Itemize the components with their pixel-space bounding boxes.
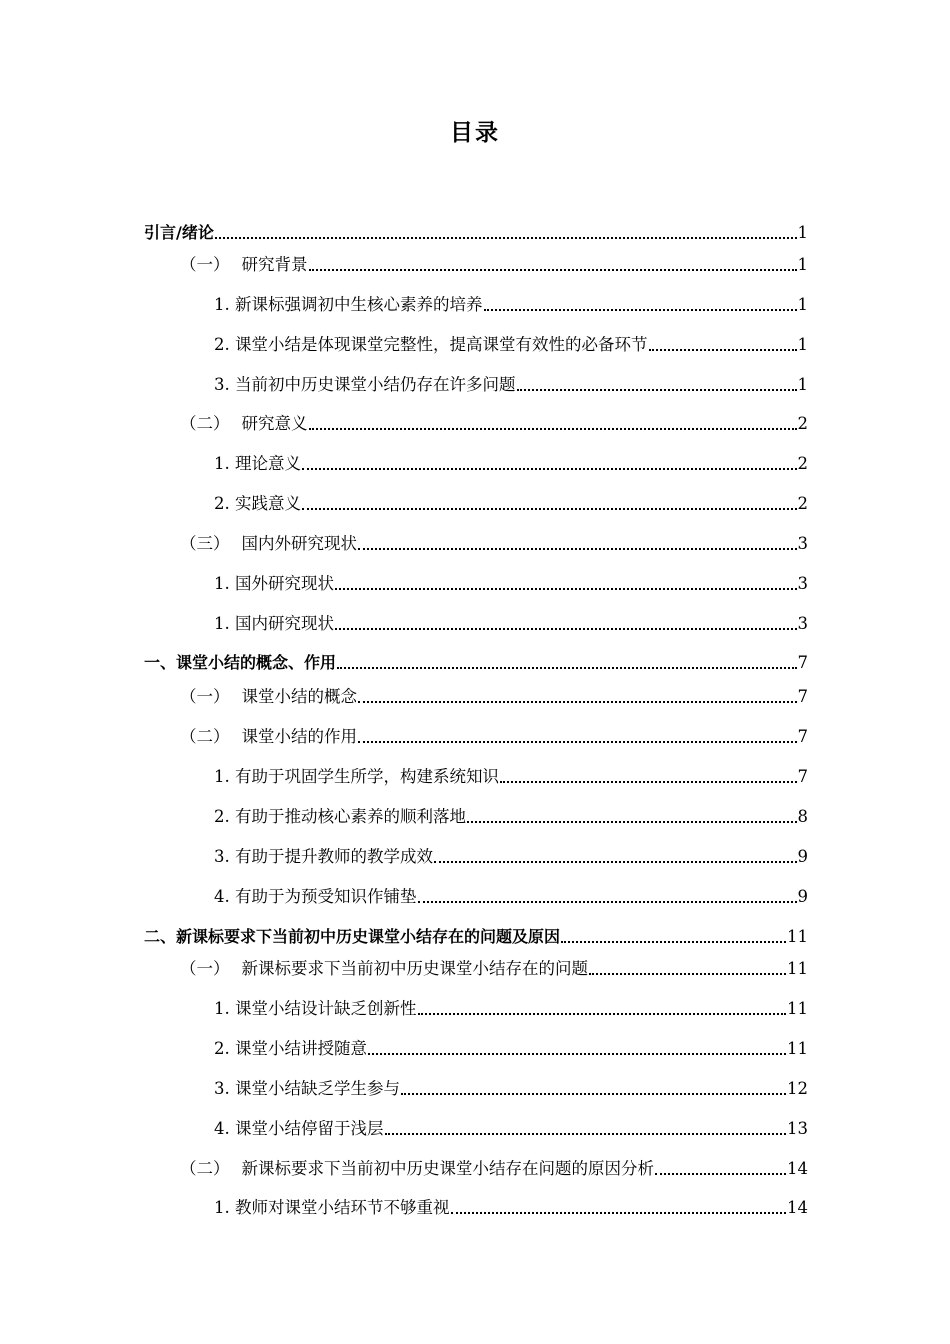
toc-entry-title: （二） 研究意义 bbox=[180, 414, 308, 433]
toc-entry-title: （二） 新课标要求下当前初中历史课堂小结存在问题的原因分析 bbox=[180, 1159, 654, 1178]
toc-entry[interactable] bbox=[144, 222, 808, 244]
toc-entry-title: 4. 有助于为预受知识作铺垫 bbox=[214, 887, 417, 906]
toc-page-number: 11 bbox=[787, 1039, 808, 1058]
toc-entry-number: （二） bbox=[180, 727, 230, 746]
dot-leader bbox=[335, 628, 797, 630]
dot-leader bbox=[451, 1212, 787, 1214]
toc-page-number: 12 bbox=[787, 1079, 808, 1098]
toc-page-number: 11 bbox=[787, 959, 808, 978]
dot-leader bbox=[561, 941, 786, 943]
toc-page-number: 8 bbox=[797, 807, 808, 826]
toc-entry[interactable] bbox=[144, 926, 808, 948]
toc-entry[interactable] bbox=[214, 846, 808, 868]
toc-page-number: 7 bbox=[797, 727, 808, 746]
dot-leader bbox=[418, 901, 797, 903]
toc-entry-title: 1. 国内研究现状 bbox=[214, 614, 334, 633]
dot-leader bbox=[418, 1013, 787, 1015]
dot-leader bbox=[484, 309, 797, 311]
toc-entry-title: 2. 课堂小结是体现课堂完整性，提高课堂有效性的必备环节 bbox=[214, 335, 648, 354]
toc-entry[interactable] bbox=[214, 886, 808, 908]
dot-leader bbox=[309, 428, 797, 430]
toc-entry[interactable] bbox=[180, 686, 808, 708]
toc-page-number: 2 bbox=[797, 494, 808, 513]
toc-entry[interactable] bbox=[214, 1197, 808, 1219]
toc-entry-title: 4. 课堂小结停留于浅层 bbox=[214, 1119, 384, 1138]
dot-leader bbox=[302, 468, 797, 470]
toc-entry-title: 1. 有助于巩固学生所学，构建系统知识 bbox=[214, 767, 499, 786]
toc-page-number: 14 bbox=[787, 1159, 808, 1178]
toc-entry[interactable] bbox=[180, 726, 808, 748]
toc-entry-title: 1. 理论意义 bbox=[214, 454, 301, 473]
dot-leader bbox=[517, 389, 797, 391]
dot-leader bbox=[467, 821, 797, 823]
page-title: 目录 bbox=[450, 120, 500, 146]
toc-entry-title: 二、新课标要求下当前初中历史课堂小结存在的问题及原因 bbox=[144, 927, 561, 946]
toc-entry[interactable] bbox=[180, 958, 808, 980]
toc-entry[interactable] bbox=[214, 493, 808, 515]
dot-leader bbox=[358, 741, 797, 743]
toc-page-number: 1 bbox=[797, 223, 808, 242]
toc-page-number: 13 bbox=[787, 1119, 808, 1138]
dot-leader bbox=[358, 548, 797, 550]
toc-entry-title: （三） 国内外研究现状 bbox=[180, 534, 357, 553]
toc-entry[interactable] bbox=[214, 766, 808, 788]
toc-entry-number: （一） bbox=[180, 687, 230, 706]
toc-entry[interactable] bbox=[214, 573, 808, 595]
toc-entry[interactable] bbox=[214, 334, 808, 356]
toc-page-number: 7 bbox=[797, 653, 808, 672]
toc-entry-title: 3. 当前初中历史课堂小结仍存在许多问题 bbox=[214, 375, 516, 394]
toc-entry[interactable] bbox=[214, 998, 808, 1020]
toc-page-number: 11 bbox=[787, 999, 808, 1018]
dot-leader bbox=[655, 1173, 786, 1175]
toc-page-number: 9 bbox=[797, 887, 808, 906]
toc-entry[interactable] bbox=[180, 254, 808, 276]
toc-entry-title: 2. 实践意义 bbox=[214, 494, 301, 513]
toc-entry[interactable] bbox=[214, 453, 808, 475]
dot-leader bbox=[368, 1053, 786, 1055]
toc-entry[interactable] bbox=[180, 533, 808, 555]
toc-entry-number: （三） bbox=[180, 534, 230, 553]
toc-page-number: 1 bbox=[797, 335, 808, 354]
toc-page-number: 1 bbox=[797, 255, 808, 274]
dot-leader bbox=[358, 701, 797, 703]
toc-entry[interactable] bbox=[180, 413, 808, 435]
toc-entry-title: （一） 新课标要求下当前初中历史课堂小结存在的问题 bbox=[180, 959, 588, 978]
toc-page-number: 3 bbox=[797, 614, 808, 633]
toc-entry-title: 2. 课堂小结讲授随意 bbox=[214, 1039, 367, 1058]
toc-page-number: 14 bbox=[787, 1198, 808, 1217]
toc-entry[interactable] bbox=[214, 374, 808, 396]
toc-entry-title: 3. 课堂小结缺乏学生参与 bbox=[214, 1079, 400, 1098]
dot-leader bbox=[500, 781, 797, 783]
toc-page-number: 11 bbox=[787, 927, 808, 946]
toc-entry-title: 一、课堂小结的概念、作用 bbox=[144, 653, 337, 672]
toc-entry[interactable] bbox=[214, 294, 808, 316]
toc-entry-title: 引言/绪论 bbox=[144, 223, 214, 242]
toc-page-number: 2 bbox=[797, 454, 808, 473]
toc-entry-title: （一） 研究背景 bbox=[180, 255, 308, 274]
dot-leader bbox=[385, 1133, 787, 1135]
toc-entry-number: （二） bbox=[180, 414, 230, 433]
toc-page-number: 2 bbox=[797, 414, 808, 433]
dot-leader bbox=[337, 667, 796, 669]
toc-entry-title: 1. 课堂小结设计缺乏创新性 bbox=[214, 999, 417, 1018]
toc-entry-number: （一） bbox=[180, 959, 230, 978]
dot-leader bbox=[589, 973, 786, 975]
toc-entry-title: 1. 新课标强调初中生核心素养的培养 bbox=[214, 295, 483, 314]
toc-entry-number: （二） bbox=[180, 1159, 230, 1178]
toc-page-number: 7 bbox=[797, 767, 808, 786]
toc-entry-title: 2. 有助于推动核心素养的顺利落地 bbox=[214, 807, 466, 826]
dot-leader bbox=[215, 237, 797, 239]
toc-entry-title: （二） 课堂小结的作用 bbox=[180, 727, 357, 746]
toc-page-number: 7 bbox=[797, 687, 808, 706]
toc-entry[interactable] bbox=[180, 1158, 808, 1180]
toc-entry[interactable] bbox=[144, 652, 808, 674]
toc-entry-title: 1. 教师对课堂小结环节不够重视 bbox=[214, 1198, 450, 1217]
toc-entry-title: 1. 国外研究现状 bbox=[214, 574, 334, 593]
toc-entry[interactable] bbox=[214, 613, 808, 635]
toc-entry-number: （一） bbox=[180, 255, 230, 274]
toc-entry[interactable] bbox=[214, 1038, 808, 1060]
toc-page-number: 3 bbox=[797, 534, 808, 553]
dot-leader bbox=[401, 1093, 786, 1095]
dot-leader bbox=[302, 508, 797, 510]
dot-leader bbox=[335, 588, 797, 590]
toc-entry-title: （一） 课堂小结的概念 bbox=[180, 687, 357, 706]
toc-page-number: 1 bbox=[797, 295, 808, 314]
dot-leader bbox=[309, 269, 797, 271]
dot-leader bbox=[649, 349, 797, 351]
toc-entry[interactable] bbox=[214, 1078, 808, 1100]
toc-entry-title: 3. 有助于提升教师的教学成效 bbox=[214, 847, 433, 866]
toc-entry[interactable] bbox=[214, 806, 808, 828]
toc-entry[interactable] bbox=[214, 1118, 808, 1140]
toc-page-number: 9 bbox=[797, 847, 808, 866]
toc-page-number: 1 bbox=[797, 375, 808, 394]
toc-page-number: 3 bbox=[797, 574, 808, 593]
dot-leader bbox=[434, 861, 797, 863]
